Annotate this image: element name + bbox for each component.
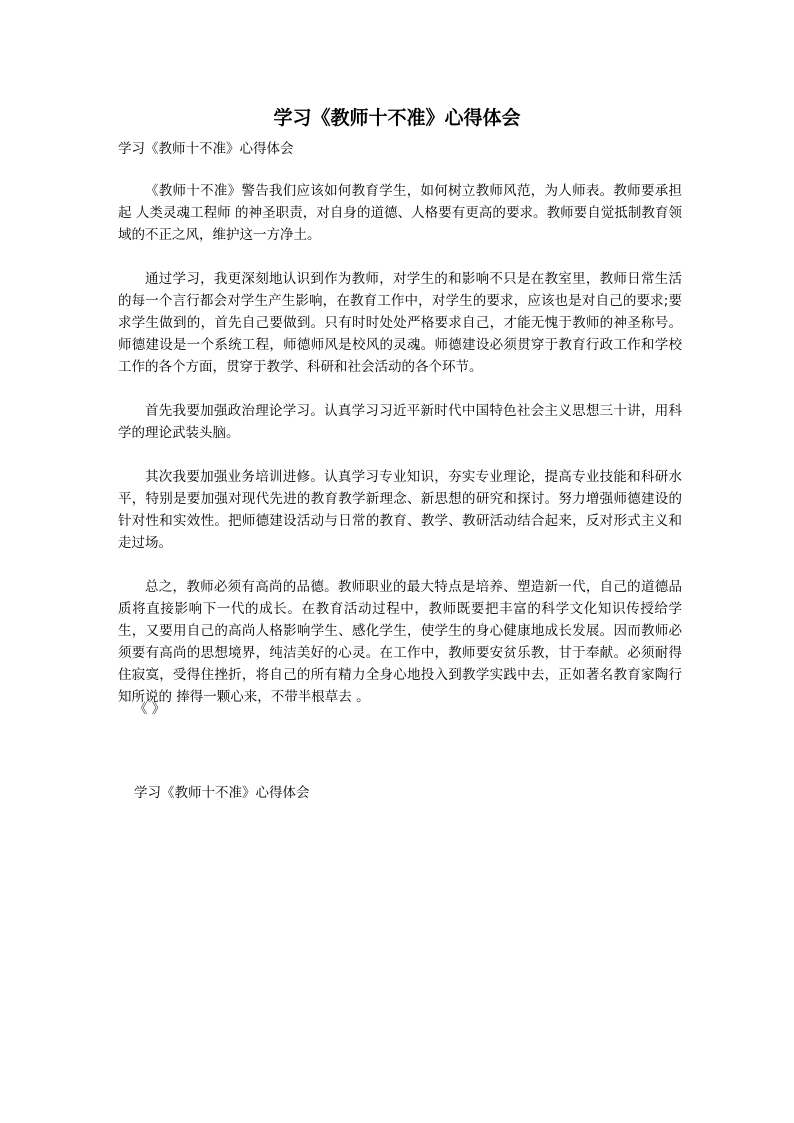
paragraph-4: 其次我要加强业务培训进修。认真学习专业知识，夯实专业理论，提高专业技能和科研水平，特别是要加强对现代先进的教育教学新理念、新思想的研究和探讨。努力增强师德建设的针对性和实效性。把师德建设活动与日常的教育、教学、教研活动结合起来，反对形式主义和走过场。: [118, 469, 682, 551]
document-subtitle: 学习《教师十不准》心得体会: [118, 141, 294, 157]
document-footer: 学习《教师十不准》心得体会: [134, 785, 310, 801]
paragraph-5: 总之，教师必须有高尚的品德。教师职业的最大特点是培养、塑造新一代，自己的道德品质将直接影响下一代的成长。在教育活动过程中，教师既要把丰富的科学文化知识传授给学生，又要用自己的高尚人格影响学生、感化学生，使学生的身心健康地成长发展。因而教师必须要有高尚的思想境界，纯洁美好的心灵。在工作中，教师要安贫乐教，甘于奉献。必须耐得住寂寞，受得住挫折，将自己的所有精力全身心地投入到教学实践中去，正如著名教育家陶行知所说的 捧得一颗心来，不带半根草去 。: [118, 579, 682, 705]
document-title: 学习《教师十不准》心得体会: [273, 107, 521, 129]
paragraph-3: 首先我要加强政治理论学习。认真学习习近平新时代中国特色社会主义思想三十讲，用科学的理论武装头脑。: [118, 403, 682, 441]
empty-title-marks: 《 》: [134, 701, 166, 717]
document-body: [118, 180, 682, 730]
paragraph-2: 通过学习，我更深刻地认识到作为教师，对学生的和影响不只是在教室里，教师日常生活的每一个言行都会对学生产生影响，在教育工作中，对学生的要求，应该也是对自己的要求;要求学生做到的，首先自己要做到。只有时时处处严格要求自己，才能无愧于教师的神圣称号。师德建设是一个系统工程，师德师风是校风的灵魂。师德建设必须贯穿于教育行政工作和学校工作的各个方面，贯穿于教学、科研和社会活动的各个环节。: [118, 271, 682, 375]
paragraph-1: 《教师十不准》警告我们应该如何教育学生，如何树立教师风范，为人师表。教师要承担起 人类灵魂工程师 的神圣职责，对自身的道德、人格要有更高的要求。教师要自觉抵制教育领域的不正之风，维护这一方净土。: [118, 183, 682, 243]
